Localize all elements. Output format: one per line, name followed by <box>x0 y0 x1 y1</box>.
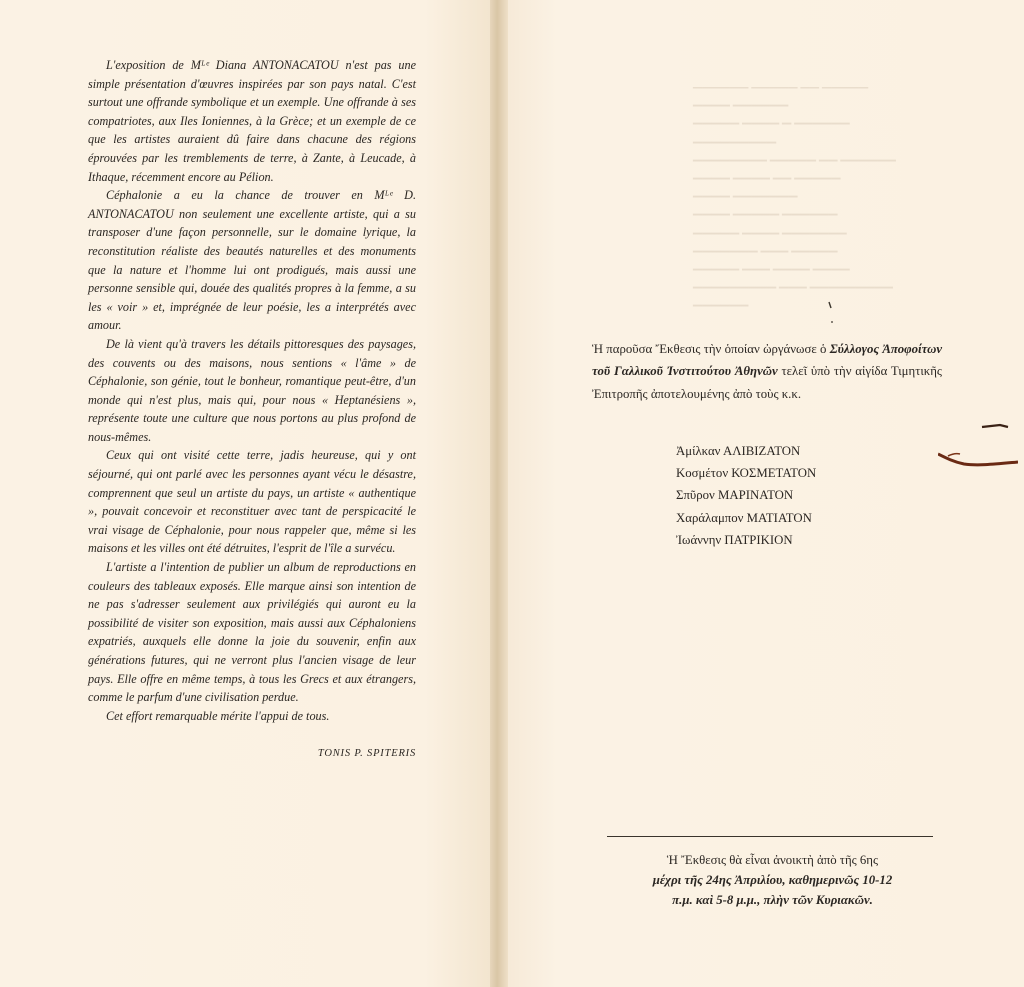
honorary-committee-list <box>676 440 936 551</box>
hours-line-2: μέχρι τῆς 24ης Ἀπριλίου, καθημερινῶς 10-12 <box>652 873 893 887</box>
preface-paragraph: Ceux qui ont visité cette terre, jadis heureuse, qui y ont séjourné, qui ont parlé avec les personnes ayant vécu le désastre, comprennent que seul un artiste du pays, un artiste « authentique », pouvait concevoir et reconstituer avec tant de perspicacité le vrai visage de Céphalonie, pour nous rappeler que, même si les maisons et les villes ont été détruites, l'esprit de l'île a survécu. <box>88 448 416 556</box>
hours-line-1: Ἡ Ἔκθεσις θὰ εἶναι ἀνοικτὴ ἀπὸ τῆς 6ης <box>666 853 879 867</box>
preface-paragraph: L'exposition de Mᴸᵉ Diana ANTONACATOU n'est pas une simple présentation d'œuvres inspirées par son pays natal. C'est surtout une offrande symbolique et un exemple. Une offrande à ses compatriotes, aux Iles Ioniennes, à la Grèce; et un exemple de ce que les artistes auraient dû faire dans chacune des régions éprouvées par les tremblements de terre, à Zante, à Leucade, à Ithaque, récemment encore au Pélion. <box>88 58 416 184</box>
footer-divider <box>607 836 933 837</box>
intro-text-end: τελεῖ ὑπὸ τὴν αἰγίδα Τιμητικῆς Ἐπιτροπῆς ἀποτελουμένης ἀπὸ τοὺς κ.κ. <box>592 364 943 401</box>
show-through-texture: ▔▔▔▔▔▔ ▔▔▔▔▔ ▔▔ ▔▔▔▔▔ ▔▔▔▔ ▔▔▔▔▔▔ ▔▔▔▔▔ ▔▔▔▔ ▔ ▔▔▔▔▔▔ ▔▔▔▔▔▔▔▔▔ ▔▔▔▔▔▔▔▔ ▔▔▔▔▔ ▔▔ ▔▔▔▔▔▔ ▔▔▔▔ ▔▔▔▔ ▔▔ ▔▔▔▔▔ ▔▔▔▔ ▔▔▔▔▔▔▔ ▔▔▔▔ ▔▔▔▔▔ ▔▔▔▔▔▔ ▔▔▔▔▔ ▔▔▔▔ ▔▔▔▔▔▔▔ ▔▔▔▔▔▔▔ ▔▔▔ ▔▔▔▔▔ ▔▔▔▔▔ ▔▔▔ ▔▔▔▔ ▔▔▔▔ ▔▔▔▔▔▔▔▔▔ ▔▔▔ ▔▔▔▔▔▔▔▔▔ ▔▔▔▔▔▔ <box>690 87 896 320</box>
intro-text: Ἡ παροῦσα Ἔκθεσις τὴν ὁποίαν ὠργάνωσε ὁ <box>592 342 827 356</box>
author-signature: TONIS P. SPITERIS <box>317 748 416 760</box>
preface-paragraph: Céphalonie a eu la chance de trouver en Mᴸᵉ D. ANTONACATOU non seulement une excellente artiste, qui a su transposer d'une façon personnelle, sur le domaine lyrique, la reconstitution réaliste des beautés naturelles et des monuments que la nature et l'homme lui ont prodigués, mais aussi une personne sensible qui, douée des qualités propres à la femme, a su les « voir » et, imprégnée de leur poésie, les a interprétés avec amour. <box>88 188 416 333</box>
preface-paragraph: L'artiste a l'intention de publier un album de reproductions en couleurs des tableaux exposés. Elle marque ainsi son intention de ne pas s'adresser seulement aux privilégiés qui auront eu la possibilité de visiter son exposition, mais aussi aux Céphaloniens expatriés, auxquels elle donne la joie du souvenir, enfin aux générations futures, qui ne verront plus l'ancien visage de leur pays. Elle offre en même temps, à tous les Grecs et aux étrangers, comme le parfum d'une civilisation perdue. <box>88 560 416 705</box>
organizer-name: Σύλλογος Ἀποφοίτων τοῦ Γαλλικοῦ Ἰνστιτούτου Ἀθηνῶν <box>592 342 943 379</box>
pencil-mark <box>826 300 836 330</box>
hours-line-3: π.μ. καὶ 5-8 μ.μ., πλὴν τῶν Κυριακῶν. <box>672 893 873 907</box>
ink-stain <box>938 452 1018 470</box>
exhibition-intro <box>592 338 942 405</box>
french-preface <box>88 56 416 764</box>
committee-member: Χαράλαμπον ΜΑΤΙΑΤΟΝ <box>676 510 812 525</box>
opening-hours-note <box>600 850 945 910</box>
preface-paragraph: De là vient qu'à travers les détails pittoresques des paysages, des couvents ou des maisons, nous sentions « l'âme » de Céphalonie, son génie, tout le bonheur, romantique peut-être, d'un monde qui n'est plus, mais qui, pour nous « Heptanésiens », représente toute une culture que nous portons au plus profond de nous-mêmes. <box>88 336 416 444</box>
ink-mark <box>980 420 1010 434</box>
preface-paragraph: Cet effort remarquable mérite l'appui de tous. <box>106 708 330 723</box>
committee-member: Ἀμίλκαν ΑΛΙΒΙΖΑΤΟΝ <box>676 444 801 458</box>
page-gutter <box>490 0 508 987</box>
committee-member: Σπῦρον ΜΑΡΙΝΑΤΟΝ <box>676 488 794 503</box>
committee-member: Κοσμέτον ΚΟΣΜΕΤΑΤΟΝ <box>676 466 817 481</box>
committee-member: Ἰωάννην ΠΑΤΡΙΚΙΟΝ <box>676 532 793 547</box>
